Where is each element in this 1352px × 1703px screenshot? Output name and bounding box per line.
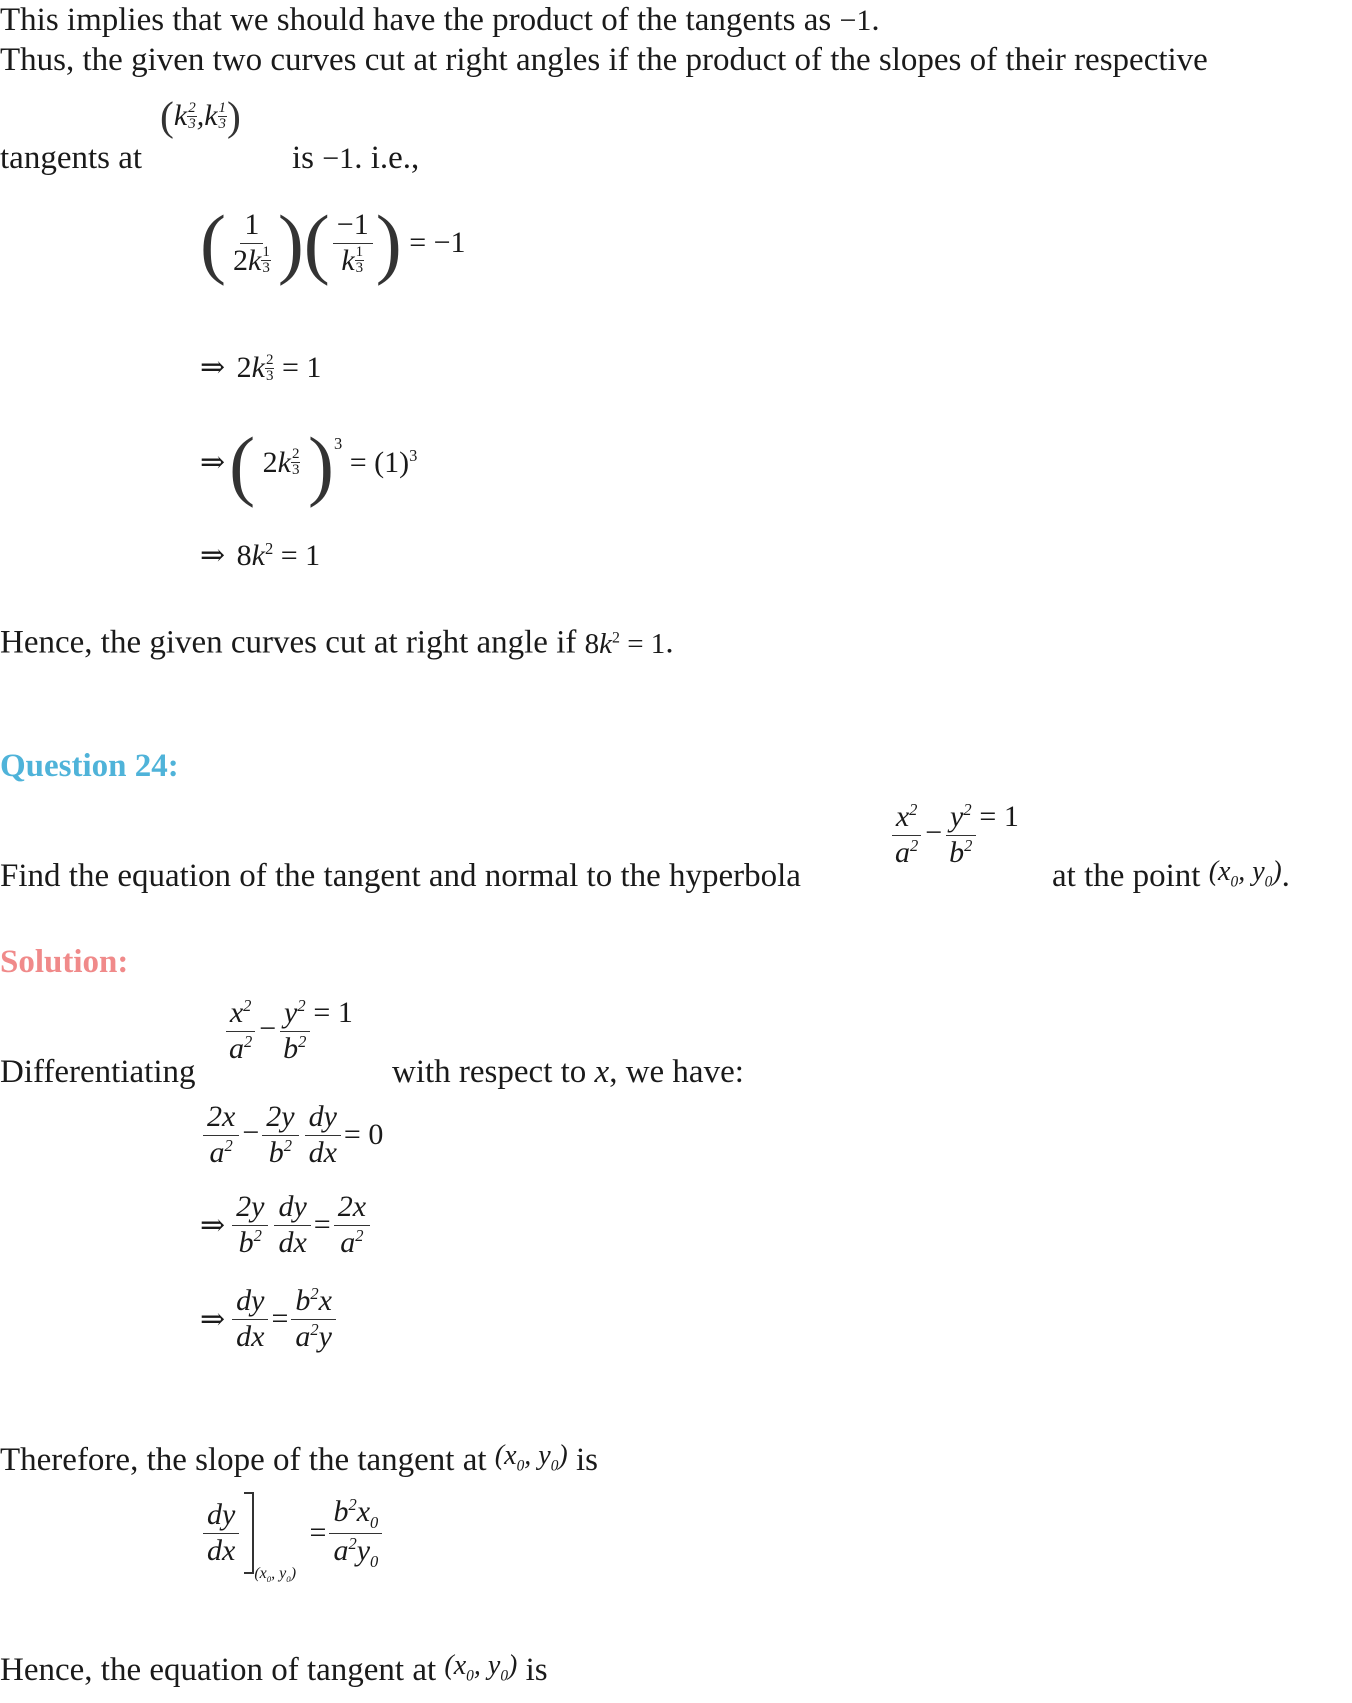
question-heading: Question 24: — [0, 748, 179, 784]
with-respect-to-label: with respect to — [392, 1054, 587, 1090]
intro-line-3 — [0, 138, 142, 178]
tangents-at-text: tangents at — [0, 140, 143, 176]
conclusion-line — [0, 618, 674, 664]
implies-arrow-icon: ⇒ — [200, 1208, 226, 1242]
is-text: is — [525, 1652, 548, 1688]
we-have-label: , we have: — [609, 1054, 744, 1090]
right-paren: ) — [227, 93, 241, 139]
period: . — [1281, 858, 1290, 894]
left-paren: ( — [160, 93, 174, 139]
solution-step-3: ⇒ $\frac{dy}{dx}$ = $\frac{b^2x}{a^2y}$ — [200, 1284, 339, 1354]
question-text-pre: Find the equation of the tangent and normal to the hyperbola — [0, 858, 801, 894]
slope-text — [0, 1440, 598, 1493]
implies-arrow-icon: ⇒ — [200, 445, 226, 479]
solution-heading: Solution: — [0, 944, 129, 980]
implies-arrow-icon: ⇒ — [200, 539, 226, 572]
slope-expression: $\frac{dy}{dx}$ $_{(x_0, y_0)}$ = $\frac{b^2x_0}{a^2y_0}$ — [200, 1492, 385, 1584]
derivation-step-4: ⇒ $8k^2 = 1$ — [200, 539, 321, 572]
with-respect-to-text — [392, 1052, 744, 1092]
differentiating-text — [0, 1052, 196, 1092]
implies-arrow-icon: ⇒ — [200, 351, 226, 384]
k-power-expr: k $\frac{2}{3}$ ,k $\frac{1}{3}$ — [173, 99, 227, 132]
point-x0-y0: ($x_0$, $y_0$) — [1208, 856, 1282, 891]
differentiating-label: Differentiating — [0, 1054, 196, 1090]
question-text-post — [1052, 856, 1290, 909]
period: . — [665, 624, 674, 661]
hyperbola-equation: $\frac{x^2}{a^2}$ − $\frac{y^2}{b^2}$ = 1 — [888, 800, 1019, 870]
tangent-label: Hence, the equation of tangent at — [0, 1652, 437, 1688]
derivation-step-2: ⇒ 2k $\frac{2}{3}$ = 1 — [200, 351, 322, 384]
intro-line-3-end — [292, 138, 419, 179]
ie-text: . i.e., — [354, 140, 420, 176]
variable-x: x — [594, 1054, 610, 1090]
is-text: is — [575, 1442, 598, 1478]
question-text — [0, 856, 801, 896]
conclusion-expr: $8k^2 = 1$ — [584, 627, 666, 660]
intro-text: This implies that we should have the product of the tangents as — [0, 2, 832, 38]
slope-label: Therefore, the slope of the tangent at — [0, 1442, 487, 1478]
minus-one: −1 — [839, 4, 872, 37]
implies-arrow-icon: ⇒ — [200, 1302, 226, 1336]
period: . — [871, 2, 880, 38]
derivation-step-1: ( 1 2k $\frac{1}{3}$ )( −1 k $\frac{1}{3}$ ) = −1 — [200, 199, 466, 286]
conclusion-text: Hence, the given curves cut at right angle if — [0, 624, 577, 661]
intro-line-2: Thus, the given two curves cut at right angles if the product of the slopes of their respective — [0, 42, 1208, 78]
differentiated-equation: $\frac{x^2}{a^2}$ − $\frac{y^2}{b^2}$ = 1 — [222, 996, 353, 1066]
intro-line-1 — [0, 0, 880, 41]
solution-step-2: ⇒ $\frac{2y}{b^2}$ $\frac{dy}{dx}$ = $\frac{2x}{a^2}$ — [200, 1190, 373, 1260]
tangent-equation-text — [0, 1650, 548, 1703]
is-text: is — [292, 140, 315, 176]
point-k-expression — [160, 92, 241, 140]
derivation-step-3: ⇒( 2k $\frac{2}{3}$ )$^3 = (1)^3$ — [200, 421, 418, 508]
minus-one: −1 — [322, 142, 355, 175]
at-the-point-text: at the point — [1052, 858, 1201, 894]
point-x0-y0: ($x_0$, $y_0$) — [494, 1440, 568, 1475]
solution-step-1: $\frac{2x}{a^2}$ − $\frac{2y}{b^2}$ $\frac{dy}{dx}$ = 0 — [200, 1100, 383, 1170]
point-x0-y0: ($x_0$, $y_0$) — [444, 1650, 518, 1685]
